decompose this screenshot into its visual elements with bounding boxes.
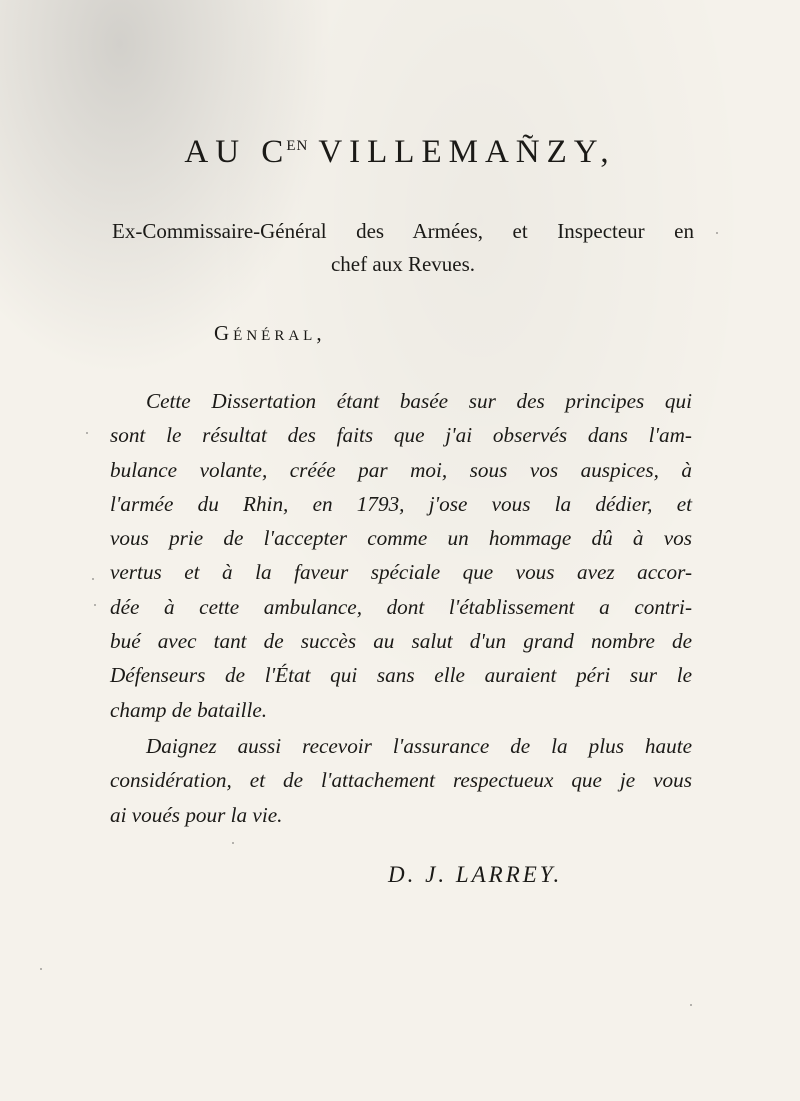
paragraph-line: Daignez aussi recevoir l'assurance de la plus haute [146, 734, 692, 758]
signature: D. J. LARREY. [388, 862, 563, 887]
paragraph-line: Cette Dissertation étant basée sur des principes qui [146, 389, 692, 413]
paper-speck [92, 578, 94, 580]
dedication-title [0, 134, 800, 171]
bleed-through-text [0, 66, 800, 100]
paragraph-line: l'armée du Rhin, en 1793, j'ose vous la dédier, et [110, 491, 692, 516]
paragraph-line: bué avec tant de succès au salut d'un grand nombre de [110, 629, 692, 654]
paragraph-line: vous prie de l'accepter comme un hommage dû à vos [110, 526, 692, 551]
recipient-description [112, 215, 694, 281]
salutation: Général, [214, 321, 326, 345]
paper-speck [86, 432, 88, 434]
paragraph-line: Défenseurs de l'État qui sans elle auraient péri sur le [110, 663, 692, 688]
paragraph-line: bulance volante, créée par moi, sous vos auspices, à [110, 457, 692, 482]
paper-speck [40, 968, 42, 970]
title-prefix: AU C [184, 134, 291, 170]
paragraph-line: ai voués pour la vie. [110, 802, 283, 827]
paper-speck [232, 842, 234, 844]
paragraph-line: champ de bataille. [110, 697, 268, 722]
paragraph-line: dée à cette ambulance, dont l'établissement a contri- [110, 594, 692, 619]
paper-speck [716, 232, 718, 234]
subtitle-line-2: chef aux Revues. [330, 252, 476, 276]
dedication-paragraph-1 [110, 384, 692, 727]
title-superscript: EN [286, 138, 309, 154]
subtitle-line-1: Ex-Commissaire-Général des Armées, et Inspecteur en [112, 219, 694, 243]
paper-speck [690, 1004, 692, 1006]
paragraph-line: vertus et à la faveur spéciale que vous avez accor- [110, 560, 692, 585]
title-name: VILLEMAÑZY, [318, 134, 616, 170]
paragraph-line: sont le résultat des faits que j'ai observés dans l'am- [110, 423, 692, 448]
paper-speck [94, 604, 96, 606]
dedication-paragraph-2 [110, 729, 692, 832]
paragraph-line: considération, et de l'attachement respectueux que je vous [110, 768, 692, 793]
